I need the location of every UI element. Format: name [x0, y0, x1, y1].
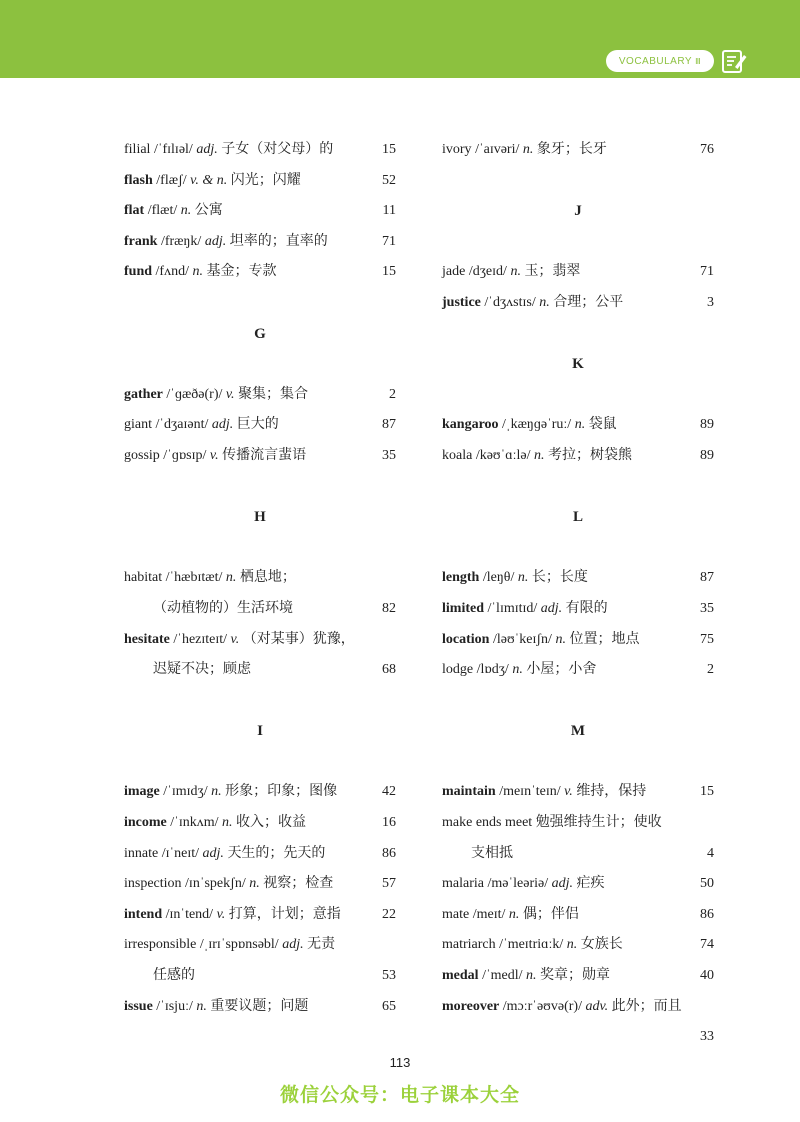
entry-page: 15: [382, 264, 396, 280]
vocab-entry: [124, 441, 396, 472]
entry-definition: 女族长: [580, 937, 623, 953]
entry-word: irresponsible: [124, 937, 197, 953]
vocab-entry: [124, 380, 396, 411]
entry-word: giant: [124, 417, 152, 433]
entry-definition: 公寓: [194, 203, 223, 219]
entry-definition: 任感的: [153, 968, 195, 984]
spacer: [124, 349, 396, 380]
entry-definition: 有限的: [565, 600, 608, 616]
entry-word: ivory: [442, 142, 472, 157]
vocab-entry: [124, 839, 396, 870]
entry-word: inspection: [124, 876, 182, 892]
spacer: [442, 472, 714, 503]
entry-pronunciation: /mɔːrˈəʊvə(r)/: [499, 998, 586, 1014]
entry-definition: 巨大的: [236, 417, 279, 433]
entry-part-of-speech: adj.: [202, 845, 228, 861]
vocab-entry: [442, 288, 714, 319]
entry-page: 11: [382, 203, 396, 219]
vocabulary-label: [606, 50, 714, 72]
vocab-entry: [124, 869, 396, 900]
entry-pronunciation: /meɪnˈteɪn/: [495, 784, 565, 800]
entry-definition: 收入；收益: [236, 815, 306, 831]
entry-pronunciation: /ləʊˈkeɪʃn/: [489, 631, 556, 647]
entry-page: 68: [382, 662, 396, 678]
entry-word: malaria: [442, 876, 484, 892]
entry-page: 33: [700, 1029, 714, 1045]
entry-part-of-speech: adj.: [540, 600, 566, 616]
entry-part-of-speech: n.: [192, 264, 207, 280]
spacer: [124, 533, 396, 564]
spacer: [124, 747, 396, 778]
entry-pronunciation: /ɪˈneɪt/: [158, 845, 203, 861]
entry-page: 53: [382, 968, 396, 984]
entry-definition: 玉；翡翠: [524, 264, 581, 280]
entry-definition: （动植物的）生活环境: [153, 600, 293, 616]
entry-part-of-speech: adj.: [204, 233, 230, 249]
vocab-entry: [442, 563, 714, 594]
entry-definition: 支相抵: [471, 845, 513, 861]
entry-word: jade: [442, 264, 466, 280]
vocab-entry: [442, 594, 714, 625]
vocab-entry: [124, 992, 396, 1023]
entry-pronunciation: /ɪnˈspekʃn/: [181, 876, 250, 892]
entry-pronunciation: /ˈɡɒsɪp/: [159, 447, 210, 463]
entry-part-of-speech: adj.: [196, 142, 222, 157]
entry-definition: 形象；印象；图像: [225, 784, 338, 800]
entry-continuation: [442, 1022, 714, 1053]
entry-part-of-speech: n.: [539, 294, 554, 310]
entry-pronunciation: /ˈɡæðə(r)/: [162, 386, 226, 402]
spacer: [442, 319, 714, 350]
entry-definition: 基金；专款: [206, 264, 277, 280]
entry-definition: 闪光；闪耀: [230, 172, 301, 188]
vocab-entry: [442, 808, 714, 839]
entry-pronunciation: /lɒdʒ/: [473, 662, 513, 678]
entry-pronunciation: /meɪt/: [469, 906, 509, 922]
entry-page: 15: [382, 142, 396, 157]
section-letter: I: [257, 723, 263, 740]
entry-part-of-speech: n.: [196, 998, 211, 1014]
section-letter: M: [570, 723, 586, 740]
entry-definition: 袋鼠: [588, 417, 617, 433]
entry-definition: （对某事）犹豫，: [242, 631, 355, 647]
entry-definition: 视察；检查: [263, 876, 334, 892]
entry-pronunciation: /dʒeɪd/: [465, 264, 511, 280]
entry-word: maintain: [442, 784, 496, 800]
entry-word: habitat: [124, 570, 163, 586]
entry-definition: 栖息地；: [239, 570, 296, 586]
entry-part-of-speech: n.: [555, 631, 570, 647]
vocab-entry: [442, 135, 714, 166]
entry-word: justice: [442, 294, 481, 310]
entry-word: intend: [124, 906, 163, 922]
spacer: [442, 747, 714, 778]
entry-page: 50: [700, 876, 714, 892]
vocab-entry: [442, 777, 714, 808]
left-column: [124, 135, 396, 1022]
entry-part-of-speech: v.: [216, 906, 229, 922]
section-letter: G: [254, 325, 266, 342]
entry-pronunciation: /kəʊˈɑːlə/: [472, 447, 534, 463]
entry-part-of-speech: n.: [211, 784, 226, 800]
spacer: [124, 472, 396, 503]
vocab-entry: [124, 625, 396, 656]
entry-pronunciation: /ˌkæŋɡəˈruː/: [498, 417, 575, 433]
footer-watermark: 微信公众号：电子课本大全: [279, 1084, 520, 1106]
vocab-entry: [124, 196, 396, 227]
entry-word: limited: [442, 600, 484, 616]
entry-part-of-speech: v.: [564, 784, 577, 800]
entry-definition: 坦率的；直率的: [229, 233, 328, 249]
entry-definition: 长；长度: [531, 570, 588, 586]
entry-word: filial: [124, 142, 151, 157]
vocab-entry: [124, 166, 396, 197]
entry-pronunciation: /ˈdʒaɪənt/: [152, 417, 212, 433]
entry-word: flash: [124, 172, 153, 188]
entry-part-of-speech: adj.: [211, 417, 237, 433]
vocab-entry: [442, 900, 714, 931]
entry-definition: 子女（对父母）的: [221, 142, 334, 157]
entry-part-of-speech: v.: [209, 447, 223, 463]
entry-page: 35: [700, 600, 714, 616]
entry-part-of-speech: n.: [508, 906, 523, 922]
entry-part-of-speech: n.: [510, 264, 525, 280]
section-letter: H: [254, 509, 266, 526]
right-column: [442, 135, 714, 1053]
entry-page: 40: [700, 968, 714, 984]
vocab-entry: [442, 869, 714, 900]
entry-definition: 此外；而且: [611, 998, 682, 1014]
entry-definition: 疟疾: [576, 876, 605, 892]
entry-definition: 偶；伴侣: [522, 906, 579, 922]
entry-word: fund: [124, 264, 153, 280]
entry-pronunciation: /ˈfɪlɪəl/: [150, 142, 197, 157]
entry-part-of-speech: n.: [222, 815, 236, 831]
vocab-entry: [442, 961, 714, 992]
entry-pronunciation: /ˈɪnkʌm/: [166, 815, 222, 831]
entry-pronunciation: /ˈmeɪtriɑːk/: [495, 937, 567, 953]
entry-page: 52: [382, 172, 396, 188]
entry-definition: 天生的；先天的: [227, 845, 326, 861]
entry-page: 86: [700, 906, 714, 922]
entry-definition: 奖章；勋章: [540, 968, 610, 984]
entry-definition: 打算，计划；意指: [228, 906, 341, 922]
entry-page: 82: [382, 600, 396, 616]
vocab-entry: [124, 257, 396, 288]
entry-word: lodge: [442, 662, 474, 678]
entry-word: length: [442, 570, 480, 586]
entry-definition: 考拉；树袋熊: [547, 447, 632, 463]
entry-part-of-speech: n.: [526, 968, 540, 984]
entry-pronunciation: /fræŋk/: [157, 233, 205, 249]
entry-page: 89: [700, 447, 714, 463]
vocab-entry: [124, 227, 396, 258]
spacer: [442, 686, 714, 717]
entry-definition: 小屋；小舍: [526, 662, 597, 678]
vocab-entry: [124, 777, 396, 808]
entry-pronunciation: /ˈaɪvəri/: [471, 142, 523, 157]
vocab-entry: [124, 900, 396, 931]
vocabulary-text: VOCABULARY: [618, 55, 693, 67]
entry-page: 71: [382, 233, 396, 249]
spacer: [442, 533, 714, 564]
vocabulary-dot: Ⅲ: [695, 56, 702, 66]
entry-word: kangaroo: [442, 417, 499, 433]
section-letter: K: [572, 356, 584, 373]
entry-page: 57: [382, 876, 396, 892]
spacer: [442, 227, 714, 258]
entry-definition: 合理；公平: [553, 294, 624, 310]
entry-definition: 聚集；集合: [238, 386, 309, 402]
vocab-entry: [442, 625, 714, 656]
entry-word: matriarch: [442, 937, 496, 953]
entry-pronunciation: /flæʃ/: [152, 172, 191, 188]
entry-definition: 勉强维持生计；使收: [532, 815, 662, 831]
entry-pronunciation: /fʌnd/: [152, 264, 193, 280]
entry-part-of-speech: n.: [522, 142, 537, 157]
vocab-entry: [442, 992, 714, 1023]
vocab-entry: [124, 930, 396, 961]
entry-part-of-speech: adj.: [282, 937, 308, 953]
section-letter: J: [574, 203, 582, 220]
entry-page: 2: [707, 662, 714, 678]
entry-word: moreover: [442, 998, 500, 1014]
entry-page: 76: [700, 142, 714, 157]
entry-page: 4: [707, 845, 714, 861]
entry-page: 2: [389, 386, 396, 402]
entry-word: frank: [124, 233, 158, 249]
entry-page: 22: [382, 906, 396, 922]
entry-page: 87: [382, 417, 396, 433]
page-number: 113: [389, 1055, 411, 1070]
entry-page: 89: [700, 417, 714, 433]
entry-part-of-speech: n.: [574, 417, 589, 433]
vocab-entry: [442, 655, 714, 686]
entry-page: 87: [700, 570, 714, 586]
entry-definition: 位置；地点: [569, 631, 640, 647]
entry-continuation: [124, 961, 396, 992]
entry-definition: 传播流言蜚语: [222, 447, 307, 463]
vocab-entry: [124, 563, 396, 594]
entry-page: 35: [382, 447, 396, 463]
entry-definition: 迟疑不决；顾虑: [153, 662, 251, 678]
entry-part-of-speech: n.: [180, 203, 195, 219]
entry-part-of-speech: adj.: [551, 876, 577, 892]
spacer: [124, 288, 396, 319]
entry-part-of-speech: v.: [225, 386, 239, 402]
entry-word: image: [124, 784, 160, 800]
vocab-entry: [442, 441, 714, 472]
entry-word: mate: [442, 906, 470, 922]
spacer: [442, 166, 714, 197]
entry-part-of-speech: n.: [249, 876, 264, 892]
entry-word: location: [442, 631, 490, 647]
entry-page: 15: [700, 784, 714, 800]
entry-pronunciation: /ɪnˈtend/: [162, 906, 217, 922]
entry-pronunciation: /flæt/: [144, 203, 181, 219]
vocab-entry: [442, 257, 714, 288]
vocab-entry: [124, 410, 396, 441]
entry-part-of-speech: n.: [225, 570, 240, 586]
entry-continuation: [442, 839, 714, 870]
entry-pronunciation: /ˈlɪmɪtɪd/: [484, 600, 541, 616]
entry-page: 16: [382, 815, 396, 831]
entry-pronunciation: /ˈɪmɪdʒ/: [159, 784, 212, 800]
entry-definition: 无责: [307, 937, 336, 953]
entry-pronunciation: /ˌɪrɪˈspɒnsəbl/: [196, 937, 283, 953]
entry-page: 42: [382, 784, 396, 800]
entry-part-of-speech: v.: [230, 631, 243, 647]
vocab-entry: [442, 410, 714, 441]
entry-continuation: [124, 655, 396, 686]
entry-part-of-speech: v. & n.: [190, 172, 231, 188]
section-letter: L: [572, 509, 583, 526]
vocab-entry: [124, 135, 396, 166]
entry-pronunciation: /ˈmedl/: [478, 968, 526, 984]
entry-part-of-speech: n.: [566, 937, 581, 953]
spacer: [124, 686, 396, 717]
entry-word: gather: [124, 386, 163, 402]
entry-word: income: [124, 815, 167, 831]
entry-continuation: [124, 594, 396, 625]
entry-part-of-speech: n.: [517, 570, 532, 586]
entry-word: koala: [442, 447, 473, 463]
entry-page: 74: [700, 937, 714, 953]
entry-word: flat: [124, 203, 145, 219]
entry-page: 3: [707, 294, 714, 310]
entry-page: 71: [700, 264, 714, 280]
entry-word: issue: [124, 998, 153, 1014]
entry-pronunciation: /ˈhæbɪtæt/: [162, 570, 226, 586]
entry-pronunciation: /ˈɪsjuː/: [152, 998, 197, 1014]
entry-page: 86: [382, 845, 396, 861]
entry-pronunciation: /leŋθ/: [479, 570, 518, 586]
entry-word: hesitate: [124, 631, 170, 647]
entry-word: medal: [442, 968, 479, 984]
entry-definition: 象牙；长牙: [536, 142, 607, 157]
spacer: [442, 380, 714, 411]
entry-page: 75: [700, 631, 714, 647]
entry-page: 65: [382, 998, 396, 1014]
entry-word: make ends meet: [442, 815, 533, 831]
entry-word: innate: [124, 845, 159, 861]
entry-pronunciation: /məˈleəriə/: [483, 876, 552, 892]
entry-definition: 重要议题；问题: [210, 998, 309, 1014]
entry-part-of-speech: n.: [512, 662, 527, 678]
entry-word: gossip: [124, 447, 160, 463]
entry-part-of-speech: adv.: [585, 998, 612, 1014]
vocab-entry: [124, 808, 396, 839]
entry-pronunciation: /ˈdʒʌstɪs/: [480, 294, 540, 310]
entry-definition: 维持，保持: [576, 784, 647, 800]
entry-part-of-speech: n.: [533, 447, 548, 463]
notepad-pencil-icon: [720, 47, 748, 75]
vocab-entry: [442, 930, 714, 961]
entry-pronunciation: /ˈhezɪteɪt/: [169, 631, 231, 647]
